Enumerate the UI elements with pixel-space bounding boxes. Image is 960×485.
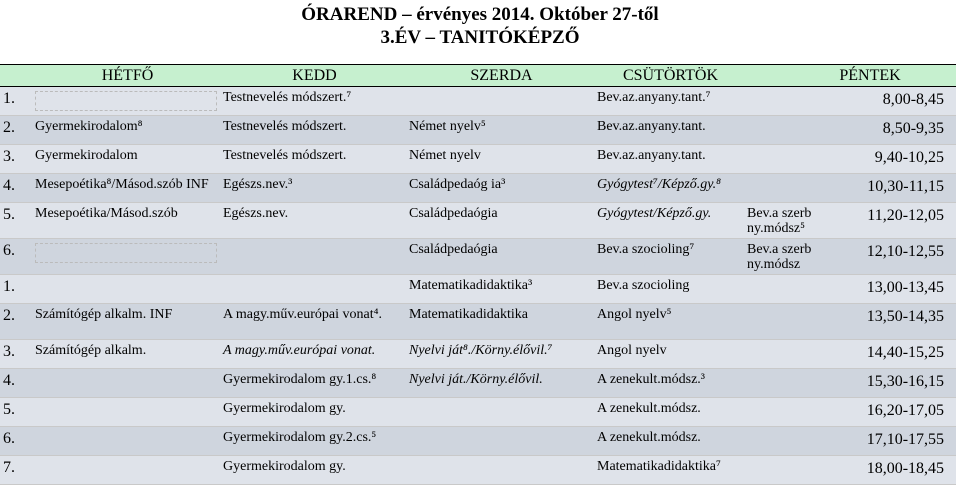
thursday-cell: Bev.a szocioling	[594, 275, 744, 304]
thursday-cell: Gyógytest/Képző.gy.	[594, 203, 744, 239]
table-header-row	[0, 65, 956, 87]
empty-slot	[35, 243, 217, 263]
friday-cell: Bev.a szerb ny.módsz	[744, 239, 824, 275]
tuesday-cell	[220, 239, 406, 275]
empty-slot	[35, 91, 217, 111]
time-slot: 12,10-12,55	[824, 239, 956, 275]
tuesday-cell: Testnevelés módszert.	[220, 116, 406, 145]
thursday-cell: Gyógytest⁷/Képző.gy.⁸	[594, 174, 744, 203]
wednesday-cell: Családpedaógia	[406, 203, 594, 239]
wednesday-cell	[406, 398, 594, 427]
friday-cell	[744, 456, 824, 485]
time-slot: 9,40-10,25	[824, 145, 956, 174]
table-row	[0, 174, 956, 203]
monday-cell: Gyermekirodalom⁸	[32, 116, 220, 145]
friday-cell	[744, 275, 824, 304]
table-row	[0, 427, 956, 456]
period-number: 7.	[0, 456, 32, 485]
wednesday-cell: Nyelvi ját⁸./Körny.élővil.⁷	[406, 340, 594, 369]
period-number: 5.	[0, 398, 32, 427]
tuesday-cell	[220, 275, 406, 304]
header-friday: PÉNTEK	[744, 65, 956, 87]
header-wednesday: SZERDA	[406, 65, 594, 87]
table-row	[0, 456, 956, 485]
wednesday-cell: Matematikadidaktika³	[406, 275, 594, 304]
document-title: ÓRAREND – érvényes 2014. Október 27-től	[301, 4, 659, 25]
period-number: 3.	[0, 145, 32, 174]
header-tuesday: KEDD	[220, 65, 406, 87]
friday-cell	[744, 340, 824, 369]
tuesday-cell: Gyermekirodalom gy.2.cs.⁵	[220, 427, 406, 456]
period-number: 6.	[0, 239, 32, 275]
tuesday-cell: Egészs.nev.³	[220, 174, 406, 203]
thursday-cell: A zenekult.módsz.	[594, 427, 744, 456]
thursday-cell: Bev.az.anyany.tant.	[594, 145, 744, 174]
table-row	[0, 369, 956, 398]
friday-cell	[744, 174, 824, 203]
tuesday-cell: Testnevelés módszert.⁷	[220, 87, 406, 116]
wednesday-cell	[406, 427, 594, 456]
friday-cell	[744, 145, 824, 174]
monday-cell	[32, 369, 220, 398]
period-number: 3.	[0, 340, 32, 369]
document-subtitle: 3.ÉV – TANITÓKÉPZŐ	[380, 27, 580, 48]
header-thursday: CSÜTÖRTÖK	[594, 65, 744, 87]
table-row	[0, 203, 956, 239]
header-empty	[0, 65, 32, 87]
tuesday-cell: Gyermekirodalom gy.	[220, 456, 406, 485]
time-slot: 14,40-15,25	[824, 340, 956, 369]
monday-cell	[32, 398, 220, 427]
timetable	[0, 64, 956, 485]
wednesday-cell: Családpedaógia	[406, 239, 594, 275]
period-number: 6.	[0, 427, 32, 456]
friday-cell	[744, 398, 824, 427]
period-number: 1.	[0, 275, 32, 304]
table-row	[0, 304, 956, 340]
monday-cell	[32, 275, 220, 304]
thursday-cell: Angol nyelv	[594, 340, 744, 369]
wednesday-cell: Nyelvi ját./Körny.élővil.	[406, 369, 594, 398]
table-row	[0, 340, 956, 369]
friday-cell	[744, 427, 824, 456]
wednesday-cell	[406, 87, 594, 116]
wednesday-cell: Matematikadidaktika	[406, 304, 594, 340]
monday-cell: Gyermekirodalom	[32, 145, 220, 174]
thursday-cell: Bev.a szocioling⁷	[594, 239, 744, 275]
monday-cell	[32, 427, 220, 456]
period-number: 1.	[0, 87, 32, 116]
friday-cell	[744, 304, 824, 340]
thursday-cell: Bev.az.anyany.tant.⁷	[594, 87, 744, 116]
friday-cell	[744, 116, 824, 145]
period-number: 4.	[0, 369, 32, 398]
friday-cell: Bev.a szerb ny.módsz⁵	[744, 203, 824, 239]
tuesday-cell: Gyermekirodalom gy.1.cs.⁸	[220, 369, 406, 398]
monday-cell: Számítógép alkalm. INF	[32, 304, 220, 340]
time-slot: 13,50-14,35	[824, 304, 956, 340]
thursday-cell: Bev.az.anyany.tant.	[594, 116, 744, 145]
table-row	[0, 398, 956, 427]
monday-cell: Mesepoétika/Másod.szób	[32, 203, 220, 239]
tuesday-cell: Gyermekirodalom gy.	[220, 398, 406, 427]
monday-cell: Számítógép alkalm.	[32, 340, 220, 369]
monday-cell	[32, 239, 220, 275]
wednesday-cell: Családpedaóg ia³	[406, 174, 594, 203]
table-row	[0, 275, 956, 304]
wednesday-cell: Német nyelv	[406, 145, 594, 174]
time-slot: 15,30-16,15	[824, 369, 956, 398]
friday-cell	[744, 87, 824, 116]
time-slot: 11,20-12,05	[824, 203, 956, 239]
time-slot: 10,30-11,15	[824, 174, 956, 203]
time-slot: 8,00-8,45	[824, 87, 956, 116]
thursday-cell: A zenekult.módsz.	[594, 398, 744, 427]
monday-cell	[32, 456, 220, 485]
period-number: 2.	[0, 116, 32, 145]
header-monday: HÉTFŐ	[32, 65, 220, 87]
table-row	[0, 87, 956, 116]
wednesday-cell: Német nyelv⁵	[406, 116, 594, 145]
time-slot: 16,20-17,05	[824, 398, 956, 427]
time-slot: 8,50-9,35	[824, 116, 956, 145]
tuesday-cell: A magy.műv.európai vonat.	[220, 340, 406, 369]
table-row	[0, 145, 956, 174]
table-row	[0, 116, 956, 145]
tuesday-cell: A magy.műv.európai vonat⁴.	[220, 304, 406, 340]
friday-cell	[744, 369, 824, 398]
thursday-cell: Matematikadidaktika⁷	[594, 456, 744, 485]
tuesday-cell: Egészs.nev.	[220, 203, 406, 239]
period-number: 5.	[0, 203, 32, 239]
tuesday-cell: Testnevelés módszert.	[220, 145, 406, 174]
thursday-cell: Angol nyelv⁵	[594, 304, 744, 340]
thursday-cell: A zenekult.módsz.³	[594, 369, 744, 398]
monday-cell: Mesepoétika⁸/Másod.szób INF	[32, 174, 220, 203]
wednesday-cell	[406, 456, 594, 485]
period-number: 4.	[0, 174, 32, 203]
period-number: 2.	[0, 304, 32, 340]
table-row	[0, 239, 956, 275]
time-slot: 18,00-18,45	[824, 456, 956, 485]
time-slot: 13,00-13,45	[824, 275, 956, 304]
time-slot: 17,10-17,55	[824, 427, 956, 456]
monday-cell	[32, 87, 220, 116]
